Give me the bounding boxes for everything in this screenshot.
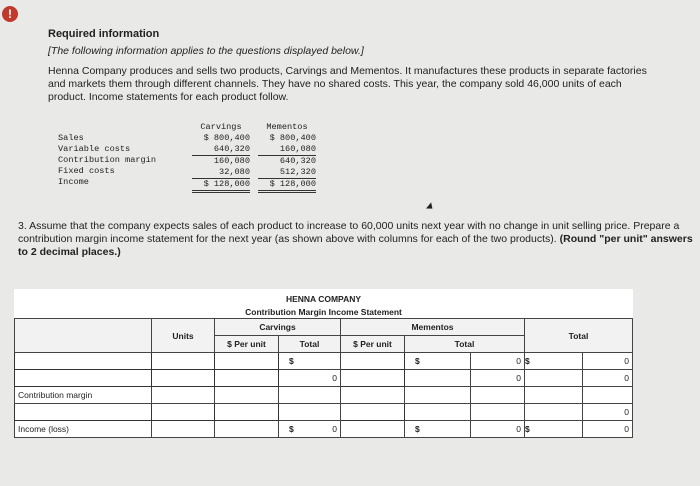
worksheet-title: Contribution Margin Income Statement [15,305,633,319]
table-row [15,370,633,387]
cell-value: 0 [471,370,525,387]
mementos-column [258,122,316,193]
cell-value: 0 [471,353,525,370]
dollar-sign: $ [525,353,533,370]
header-carvings: Carvings [215,319,341,336]
row-label-input[interactable] [15,353,152,370]
header-blank [15,319,152,353]
cell-value: 0 [279,370,341,387]
stmt-value: 640,320 [279,156,316,166]
stmt-value: 640,320 [192,144,250,156]
table-row [15,404,633,421]
mementos-per-unit-input[interactable] [341,404,405,421]
cm-income-statement-worksheet [14,289,633,438]
stmt-value: $ 800,400 [269,133,316,143]
units-input[interactable] [152,370,215,387]
required-info-title: Required information [48,28,160,40]
header-carvings-per-unit: $ Per unit [215,336,279,353]
row-label-income-loss: Income (loss) [15,421,152,438]
stmt-label: Variable costs [58,144,131,154]
dollar-sign: $ [289,356,294,366]
table-row [15,387,633,404]
header-total: Total [525,319,633,353]
units-input[interactable] [152,404,215,421]
header-mementos-per-unit: $ Per unit [341,336,405,353]
required-info-subtitle: [The following information applies to the questions displayed below.] [48,45,364,57]
alert-icon: ! [2,6,18,22]
stmt-value: $ 128,000 [258,179,316,193]
mementos-per-unit-input[interactable] [341,370,405,387]
row-label-input[interactable] [15,370,152,387]
dollar-sign: $ [415,356,420,366]
mouse-cursor-icon [426,202,435,211]
worksheet-company: HENNA COMPANY [15,289,633,305]
dollar-sign: $ [289,424,294,434]
stmt-value: 160,080 [213,156,250,166]
dollar-sign: $ [525,421,533,438]
question-rounding-note: (Round "per unit" answers to 2 decimal places.) [18,233,693,258]
question-3 [18,220,696,259]
header-units: Units [152,319,215,353]
stmt-value: 512,320 [258,167,316,179]
table-row [15,353,633,370]
stmt-value: 160,080 [258,144,316,156]
problem-intro: Henna Company produces and sells two products, Carvings and Mementos. It manufactures these products in separate factories and markets them through different channels. They have no shared costs. This year, the company sold 46,000 units of each product. Income statements for each product follow. [48,65,647,103]
table-row [15,421,633,438]
cell-value: 0 [583,353,633,370]
mementos-header: Mementos [266,122,308,132]
row-label-contribution-margin: Contribution margin [15,387,152,404]
stmt-value: 32,080 [192,167,250,179]
cell-value: 0 [471,421,525,438]
carvings-header: Carvings [200,122,242,132]
stmt-label: Income [58,177,89,187]
header-mementos-total: Total [405,336,525,353]
row-label-input[interactable] [15,404,152,421]
dollar-sign: $ [415,424,420,434]
cell-value: 0 [332,424,337,434]
stmt-label: Fixed costs [58,166,115,176]
carvings-per-unit-input[interactable] [215,404,279,421]
carvings-per-unit-input[interactable] [215,353,279,370]
header-mementos: Mementos [341,319,525,336]
units-input[interactable] [152,353,215,370]
stmt-value: $ 800,400 [203,133,250,143]
cell-value: 0 [583,421,633,438]
mementos-per-unit-input[interactable] [341,353,405,370]
header-carvings-total: Total [279,336,341,353]
carvings-per-unit-input[interactable] [215,370,279,387]
stmt-label: Contribution margin [58,155,156,165]
stmt-label: Sales [58,133,84,143]
question-text: 3. Assume that the company expects sales of each product to increase to 60,000 units next year with no change in unit selling price. Prepare a contribution margin income statement for the next year (as shown above with columns for each of the two products). [18,220,680,245]
carvings-column [192,122,250,193]
stmt-value: $ 128,000 [192,179,250,193]
cell-value: 0 [583,370,633,387]
cell-value: 0 [583,404,633,421]
